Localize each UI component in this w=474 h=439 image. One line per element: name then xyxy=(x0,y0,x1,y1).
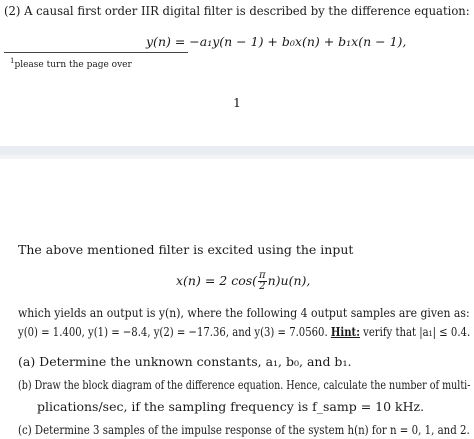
footnote xyxy=(10,56,132,71)
fraction-numerator: π xyxy=(259,270,266,281)
output-samples: y(0) = 1.400, y(1) = −8.4, y(2) = −17.36, and y(3) = 7.0560. xyxy=(18,324,328,339)
hint-text: verify that |a₁| ≤ 0.4. xyxy=(359,324,471,339)
footnote-text: please turn the page over xyxy=(14,60,132,70)
input-equation xyxy=(176,271,310,292)
page-break-shadow xyxy=(0,155,474,159)
footnote-rule xyxy=(4,52,188,53)
difference-equation: y(n) = −a₁y(n − 1) + b₀x(n) + b₁x(n − 1), xyxy=(146,34,407,49)
fraction-denominator: 2 xyxy=(259,281,266,292)
intro-text: The above mentioned filter is excited using the input xyxy=(18,242,354,257)
footnote-mark: 1 xyxy=(10,57,15,65)
page-number: 1 xyxy=(233,95,241,110)
pi-over-two-fraction xyxy=(258,271,267,292)
output-text-line1: which yields an output is y(n), where the following 4 output samples are given as: xyxy=(18,305,470,320)
part-a: (a) Determine the unknown constants, a₁, b₀, and b₁. xyxy=(18,354,352,369)
part-b-line2: plications/sec, if the sampling frequency is f_samp = 10 kHz. xyxy=(37,399,425,414)
question-header: (2) A causal first order IIR digital filter is described by the difference equation: xyxy=(4,3,470,18)
part-c: (c) Determine 3 samples of the impulse response of the system h(n) for n = 0, 1, and 2. xyxy=(18,422,470,437)
part-b-line1: (b) Draw the block diagram of the difference equation. Hence, calculate the number of multi- xyxy=(18,377,471,392)
output-text-line2 xyxy=(18,325,470,339)
input-equation-lhs: x(n) = 2 cos( xyxy=(176,273,258,288)
input-equation-rhs: n)u(n), xyxy=(267,273,311,288)
page-break xyxy=(0,146,474,155)
hint-label: Hint: xyxy=(330,324,360,339)
